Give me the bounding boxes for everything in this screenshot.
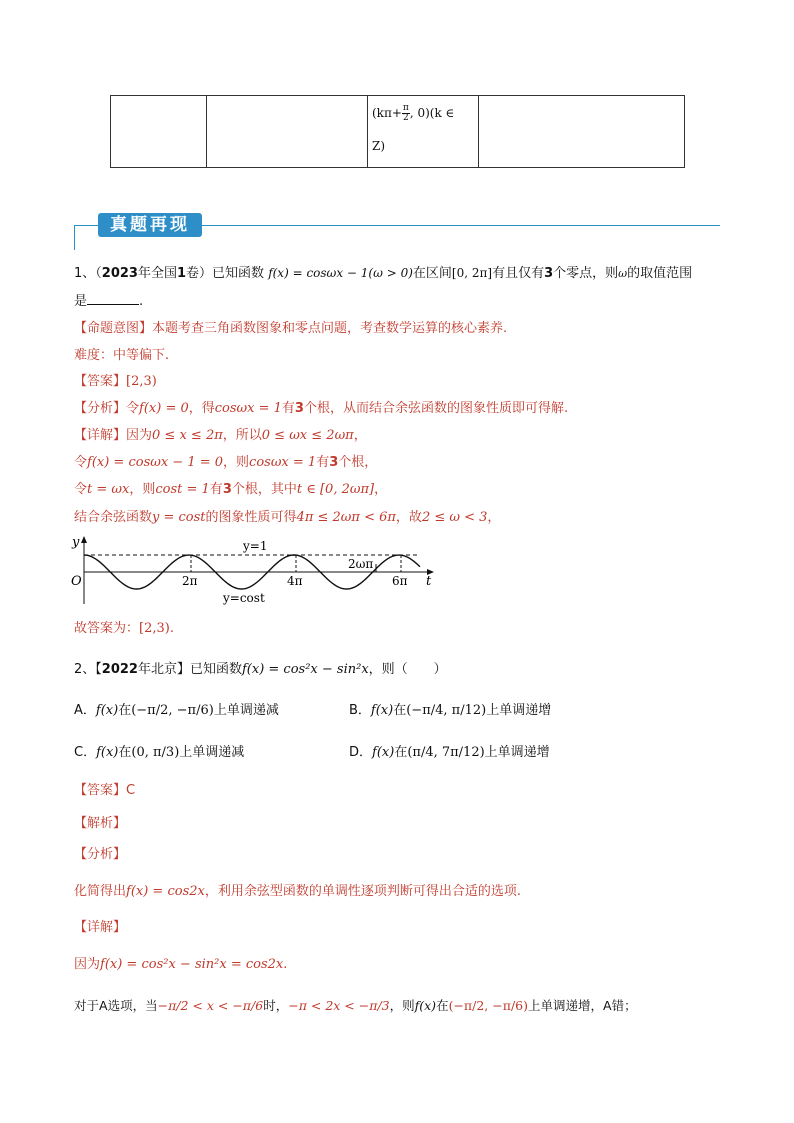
q1-intent: 【命题意图】本题考查三角函数图象和零点问题，考查数学运算的核心素养. [74,321,508,336]
q1-answer: 【答案】[2,3) [74,374,157,389]
q1-analysis: 【分析】令f(x) = 0，得cosωx = 1有3个根，从而结合余弦函数的图象性质即可得解. [74,401,569,416]
q2-jiexi: 【解析】 [74,816,127,831]
table-cell [479,96,685,168]
q1-detail-4: 结合余弦函数y = cost的图象性质可得4π ≤ 2ωπ < 6π，故2 ≤ ω < 3， [74,510,501,525]
table-text: Z) [372,139,386,153]
q1-detail-3: 令t = ωx，则cost = 1有3个根，其中t ∈ [0, 2ωπ]， [74,482,388,497]
q2-xiangjie: 【详解】 [74,920,127,935]
answer-blank [87,292,139,305]
tick-label-6pi: 6π [392,574,408,588]
option-d[interactable]: D．f(x)在(π/4, 7π/12)上单调递增 [349,745,550,760]
q2-stem: 2、【2022年北京】已知函数f(x) = cos²x − sin²x，则（ ） [74,662,447,677]
tick-label-4pi: 4π [287,574,303,588]
q1-detail-2: 令f(x) = cosωx − 1 = 0，则cosωx = 1有3个根， [74,455,378,470]
origin-label: O [71,574,82,589]
omega-label: 2ωπ [348,557,374,571]
table-cell [111,96,207,168]
summary-table [110,95,685,168]
tick-label-2pi: 2π [182,574,198,588]
curve-label: y=cost [223,591,265,605]
q2-simplify: 化简得出f(x) = cos2x，利用余弦型函数的单调性逐项判断可得出合适的选项. [74,884,521,899]
section-rule-left [74,225,75,250]
option-b[interactable]: B．f(x)在(−π/4, π/12)上单调递增 [349,703,552,718]
cosine-graph [68,534,440,610]
option-c[interactable]: C．f(x)在(0, π/3)上单调递减 [74,745,245,760]
q2-fenxi: 【分析】 [74,847,127,862]
y-axis-label: y [72,535,80,550]
section-title: 真题再现 [110,215,190,235]
fraction: $\frac{\pi}{2}$ [402,103,409,123]
q1-stem: 1、（2023年全国1卷）已知函数 f(x) = cosωx − 1(ω > 0)在区间[0, 2π]有且仅有3个零点，则ω的取值范围 [74,266,693,281]
table-text: , 0)(k ∈ [409,106,455,120]
q1-stem-line2: 是 . [74,294,144,309]
table-cell [207,96,368,168]
q2-answer: 【答案】C [74,783,136,798]
q1-difficulty: 难度：中等偏下. [74,348,170,363]
q2-option-a-check: 对于A选项，当−π/2 < x < −π/6时，−π < 2x < −π/3，则f(x)在(−π/2, −π/6)上单调递增，A错； [74,998,637,1013]
q1-final: 故答案为：[2,3). [74,621,174,636]
table-cell [368,96,479,168]
y-axis-arrow [81,536,87,543]
y1-label: y=1 [243,539,268,553]
q1-detail-1: 【详解】因为0 ≤ x ≤ 2π，所以0 ≤ ωx ≤ 2ωπ， [74,428,367,443]
option-a[interactable]: A．f(x)在(−π/2, −π/6)上单调递减 [74,703,279,718]
table-text: (kπ+ [372,106,402,120]
t-axis-label: t [426,574,432,589]
q2-because: 因为f(x) = cos²x − sin²x = cos2x. [74,957,288,972]
